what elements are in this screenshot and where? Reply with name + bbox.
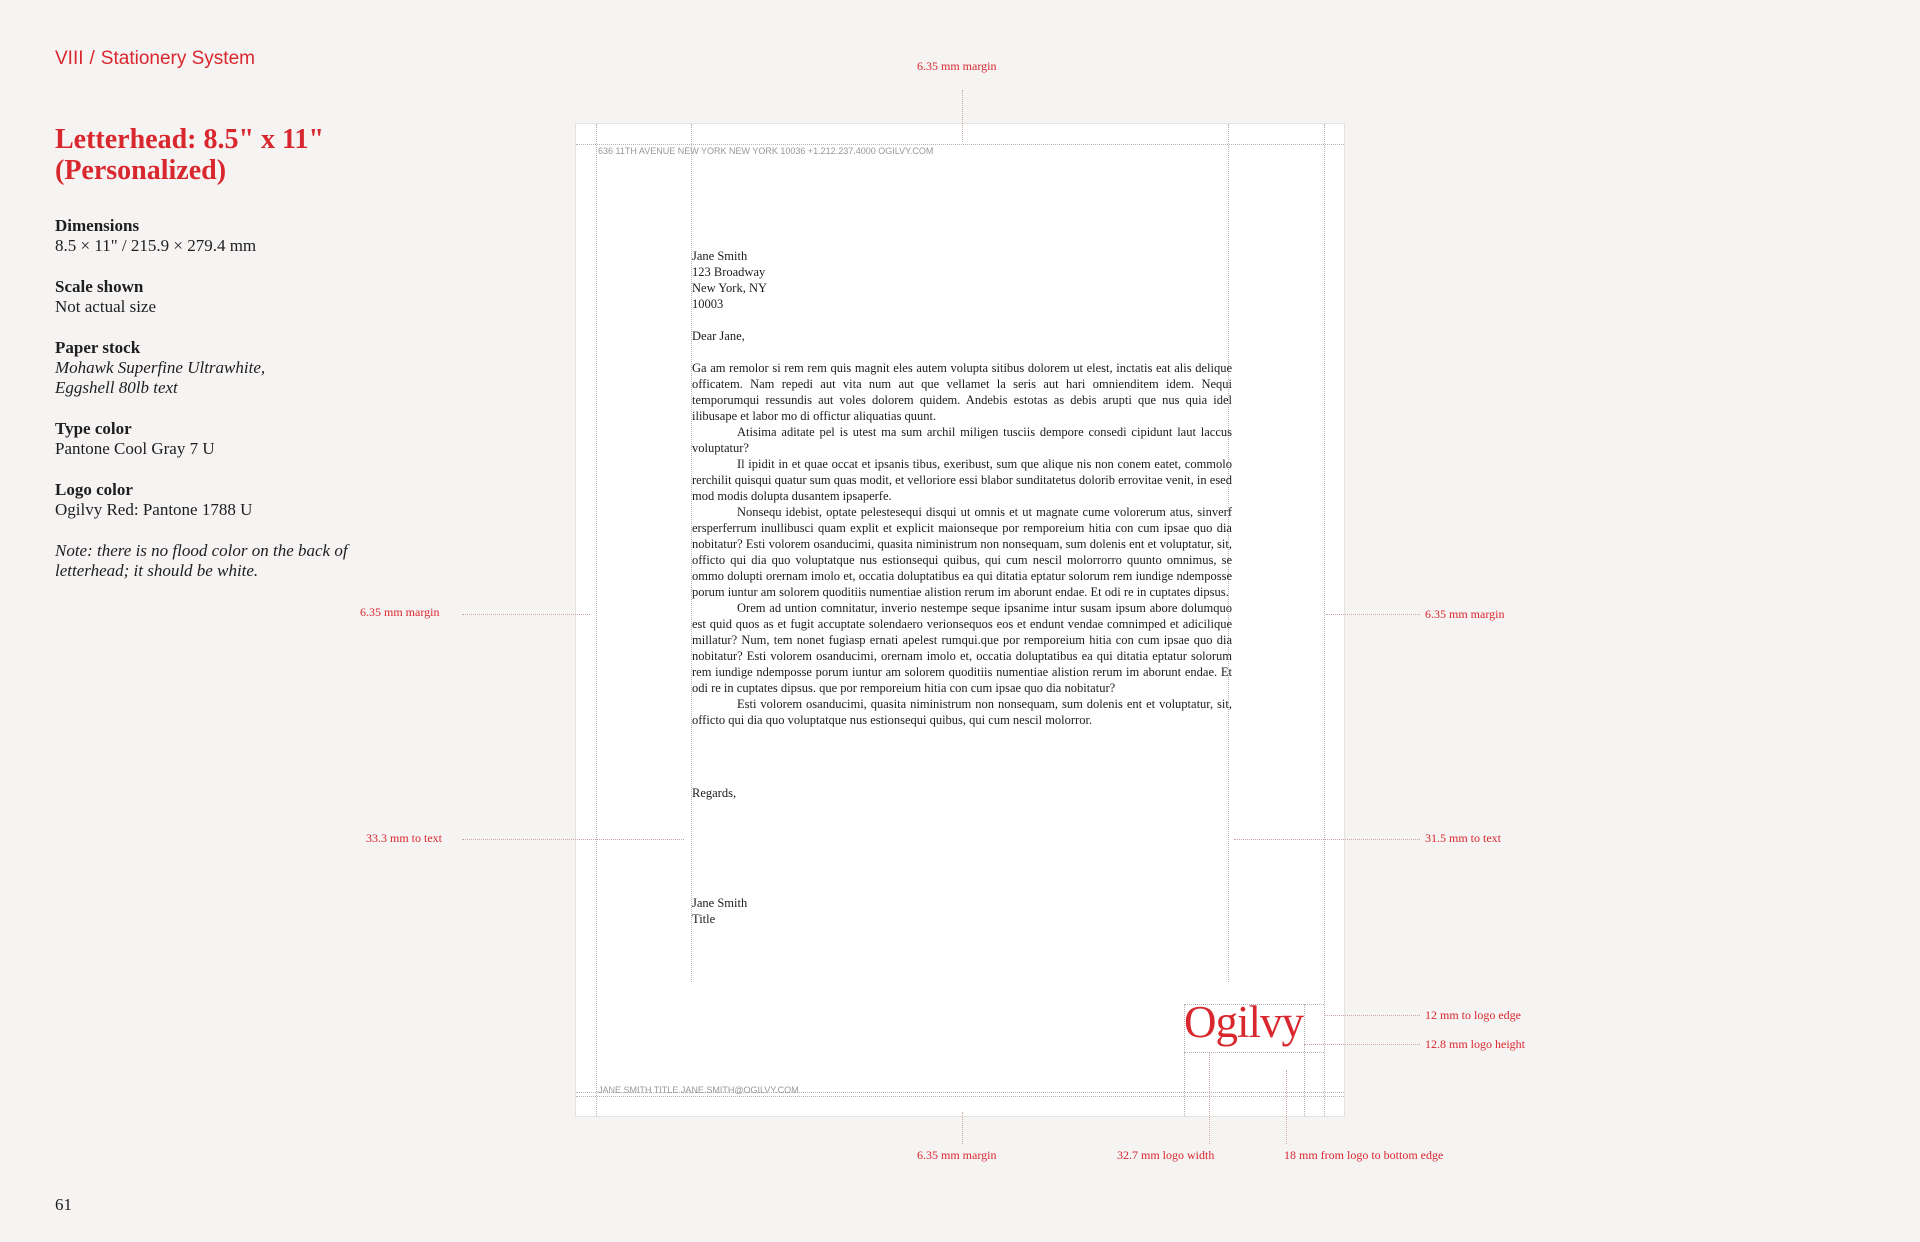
leader-right-margin [1326,614,1420,615]
annotation-top-margin: 6.35 mm margin [917,59,997,73]
letter-paragraph: Ga am remolor si rem rem quis magnit eles autem volupta sitibus dolorem ut elest, inctatis eat alis delique officatem. Nam repedi aut vita num aut que vellamet la seris aut hari omnienditem idem. Nequi temporumqui ressundis aut voles dolorem quidem. Andebis estotas as debis arupti que nus quia idel ilibusape et labor mo di offictur aliquatias quunt. [692,361,1232,423]
spec-paper-stock [55,338,365,398]
spec-dimensions [55,216,365,256]
spec-label: Dimensions [55,216,140,235]
annotation-right-margin: 6.35 mm margin [1425,607,1505,621]
section-header [55,48,255,70]
spec-label: Scale shown [55,277,144,296]
leader-left-margin [462,614,590,615]
letterhead-address: 636 11TH AVENUE NEW YORK NEW YORK 10036 +1.212.237.4000 OGILVY.COM [598,146,934,156]
recipient-street: 123 Broadway [692,265,766,279]
spec-logo-color [55,480,365,520]
guide-top-margin [576,144,1344,145]
annotation-left-margin: 6.35 mm margin [360,605,440,619]
letter-paragraph: Orem ad untion comnitatur, inverio nestempe seque ipsanime intur susam ipsum abore dolumquo est quid quos as et fugit accuptate solendaero verionsequos eos et endunt vendae comnimped et adicilique millatur? Num, tem nonet fugiasp ernati apelest rumqui.que por remporeium hitia con cum ipsae quo dia nobitatur? Esti volorem osanducimi, orernam imolo et, occatia doluptatibus ea qui ditatia eptatur solorum rem iundige ndemposse porum iuntur am solorem quoditiis numentiae alistion rerum im aborunt endae. Et odi re in cuptates dipsus. que por remporeium hitia con cum ipsae quo dia nobitatur? [692,601,1232,695]
leader-logo-bottom [1286,1070,1287,1144]
leader-bottom-margin [962,1112,963,1144]
leader-logo-edge [1324,1015,1420,1016]
section-number: VIII [55,48,84,69]
guide-logo-bottom [1184,1052,1324,1053]
recipient-zip: 10003 [692,297,724,311]
leader-top-margin [962,90,963,142]
recipient-name: Jane Smith [692,249,748,263]
letter-paragraph: Esti volorem osanducimi, quasita niministrum non nonsequam, sum dolenis ent et voluptatur, sit, officto qui dia quo voluptatque nus estionsequi quibus, qui cum nescil molorror. [692,697,1232,727]
letter-paragraph: Atisima aditate pel is utest ma sum archil miligen tusciis dempore consedi cipidunt laut laccus voluptatur? [692,425,1232,455]
letter-body [692,248,1232,728]
spec-title: Letterhead: 8.5" x 11" (Personalized) [55,124,325,186]
guide-logo-right [1304,1004,1305,1116]
spec-value: Pantone Cool Gray 7 U [55,439,215,458]
spec-type-color [55,419,365,459]
spec-value: Eggshell 80lb text [55,378,178,397]
spec-label: Paper stock [55,338,141,357]
leader-logo-width [1209,1052,1210,1144]
letter-closing-block [692,785,1232,801]
signature-title: Title [692,912,716,926]
annotation-logo-edge: 12 mm to logo edge [1425,1008,1521,1022]
spec-value: 8.5 × 11" / 215.9 × 279.4 mm [55,236,257,255]
annotation-right-to-text: 31.5 mm to text [1425,831,1501,845]
annotation-left-to-text: 33.3 mm to text [366,831,442,845]
leader-logo-height [1304,1044,1420,1045]
page-number: 61 [55,1195,72,1214]
spec-value: Ogilvy Red: Pantone 1788 U [55,500,253,519]
spec-note: Note: there is no flood color on the back of letterhead; it should be white. [55,541,348,580]
guide-bottom-margin [576,1096,1344,1097]
annotation-logo-width: 32.7 mm logo width [1117,1148,1215,1162]
spec-label: Logo color [55,480,133,499]
annotation-logo-bottom: 18 mm from logo to bottom edge [1284,1148,1444,1162]
salutation: Dear Jane, [692,329,745,343]
section-separator: / [89,48,95,69]
spec-label: Type color [55,419,132,438]
recipient-city: New York, NY [692,281,768,295]
spec-value: Not actual size [55,297,157,316]
section-title: Stationery System [100,48,255,69]
letterhead-footer: JANE SMITH TITLE JANE.SMITH@OGILVY.COM [598,1085,799,1095]
spec-value: Mohawk Superfine Ultrawhite, [55,358,266,377]
leader-right-text [1234,839,1420,840]
spec-scale [55,277,365,317]
letter-paragraph: Il ipidit in et quae occat et ipsanis tibus, exeribust, sum que alique nis non conem eatet, commolo rerchilit quisqui quatur sum quas modit, et velloriore essi blabor sunditatetus dolorib errovitae venit, in esed mod modis dolupta dusantem ipsaperfe. [692,457,1232,503]
guide-left-margin [596,124,597,1116]
guide-right-margin [1324,124,1325,1116]
leader-left-text [462,839,684,840]
closing: Regards, [692,786,737,800]
signature-name: Jane Smith [692,896,748,910]
letter-paragraph: Nonsequ idebist, optate pelestesequi disqui ut omnis et ut magnate cume volorerum atus, sinverf ersperferrum inullibusci quam explit et explicit maionseque por remporeium hitia con cum ipsae quo dia nobitatur? Esti volorem osanducimi, quasita niministrum non nonsequam, sum dolenis ent et voluptatur, sit, officto qui dia quo voluptatque nus estionsequi quibus, qui cum nescil molorrorro quunto omnimus, se ommo dolupti orernam imolo et, occatia doluptatibus ea qui ditatia eptatur solorum rem iundige ndemposse porum iuntur am solorem quoditiis numentiae alistion rerum im aborunt endae. Et odi re in cuptates dipsus. [692,505,1232,599]
signature-block [692,895,1232,927]
annotation-logo-height: 12.8 mm logo height [1425,1037,1525,1051]
spec-list [55,216,365,581]
ogilvy-logo: Ogilvy [1184,997,1304,1047]
annotation-bottom-margin: 6.35 mm margin [917,1148,997,1162]
